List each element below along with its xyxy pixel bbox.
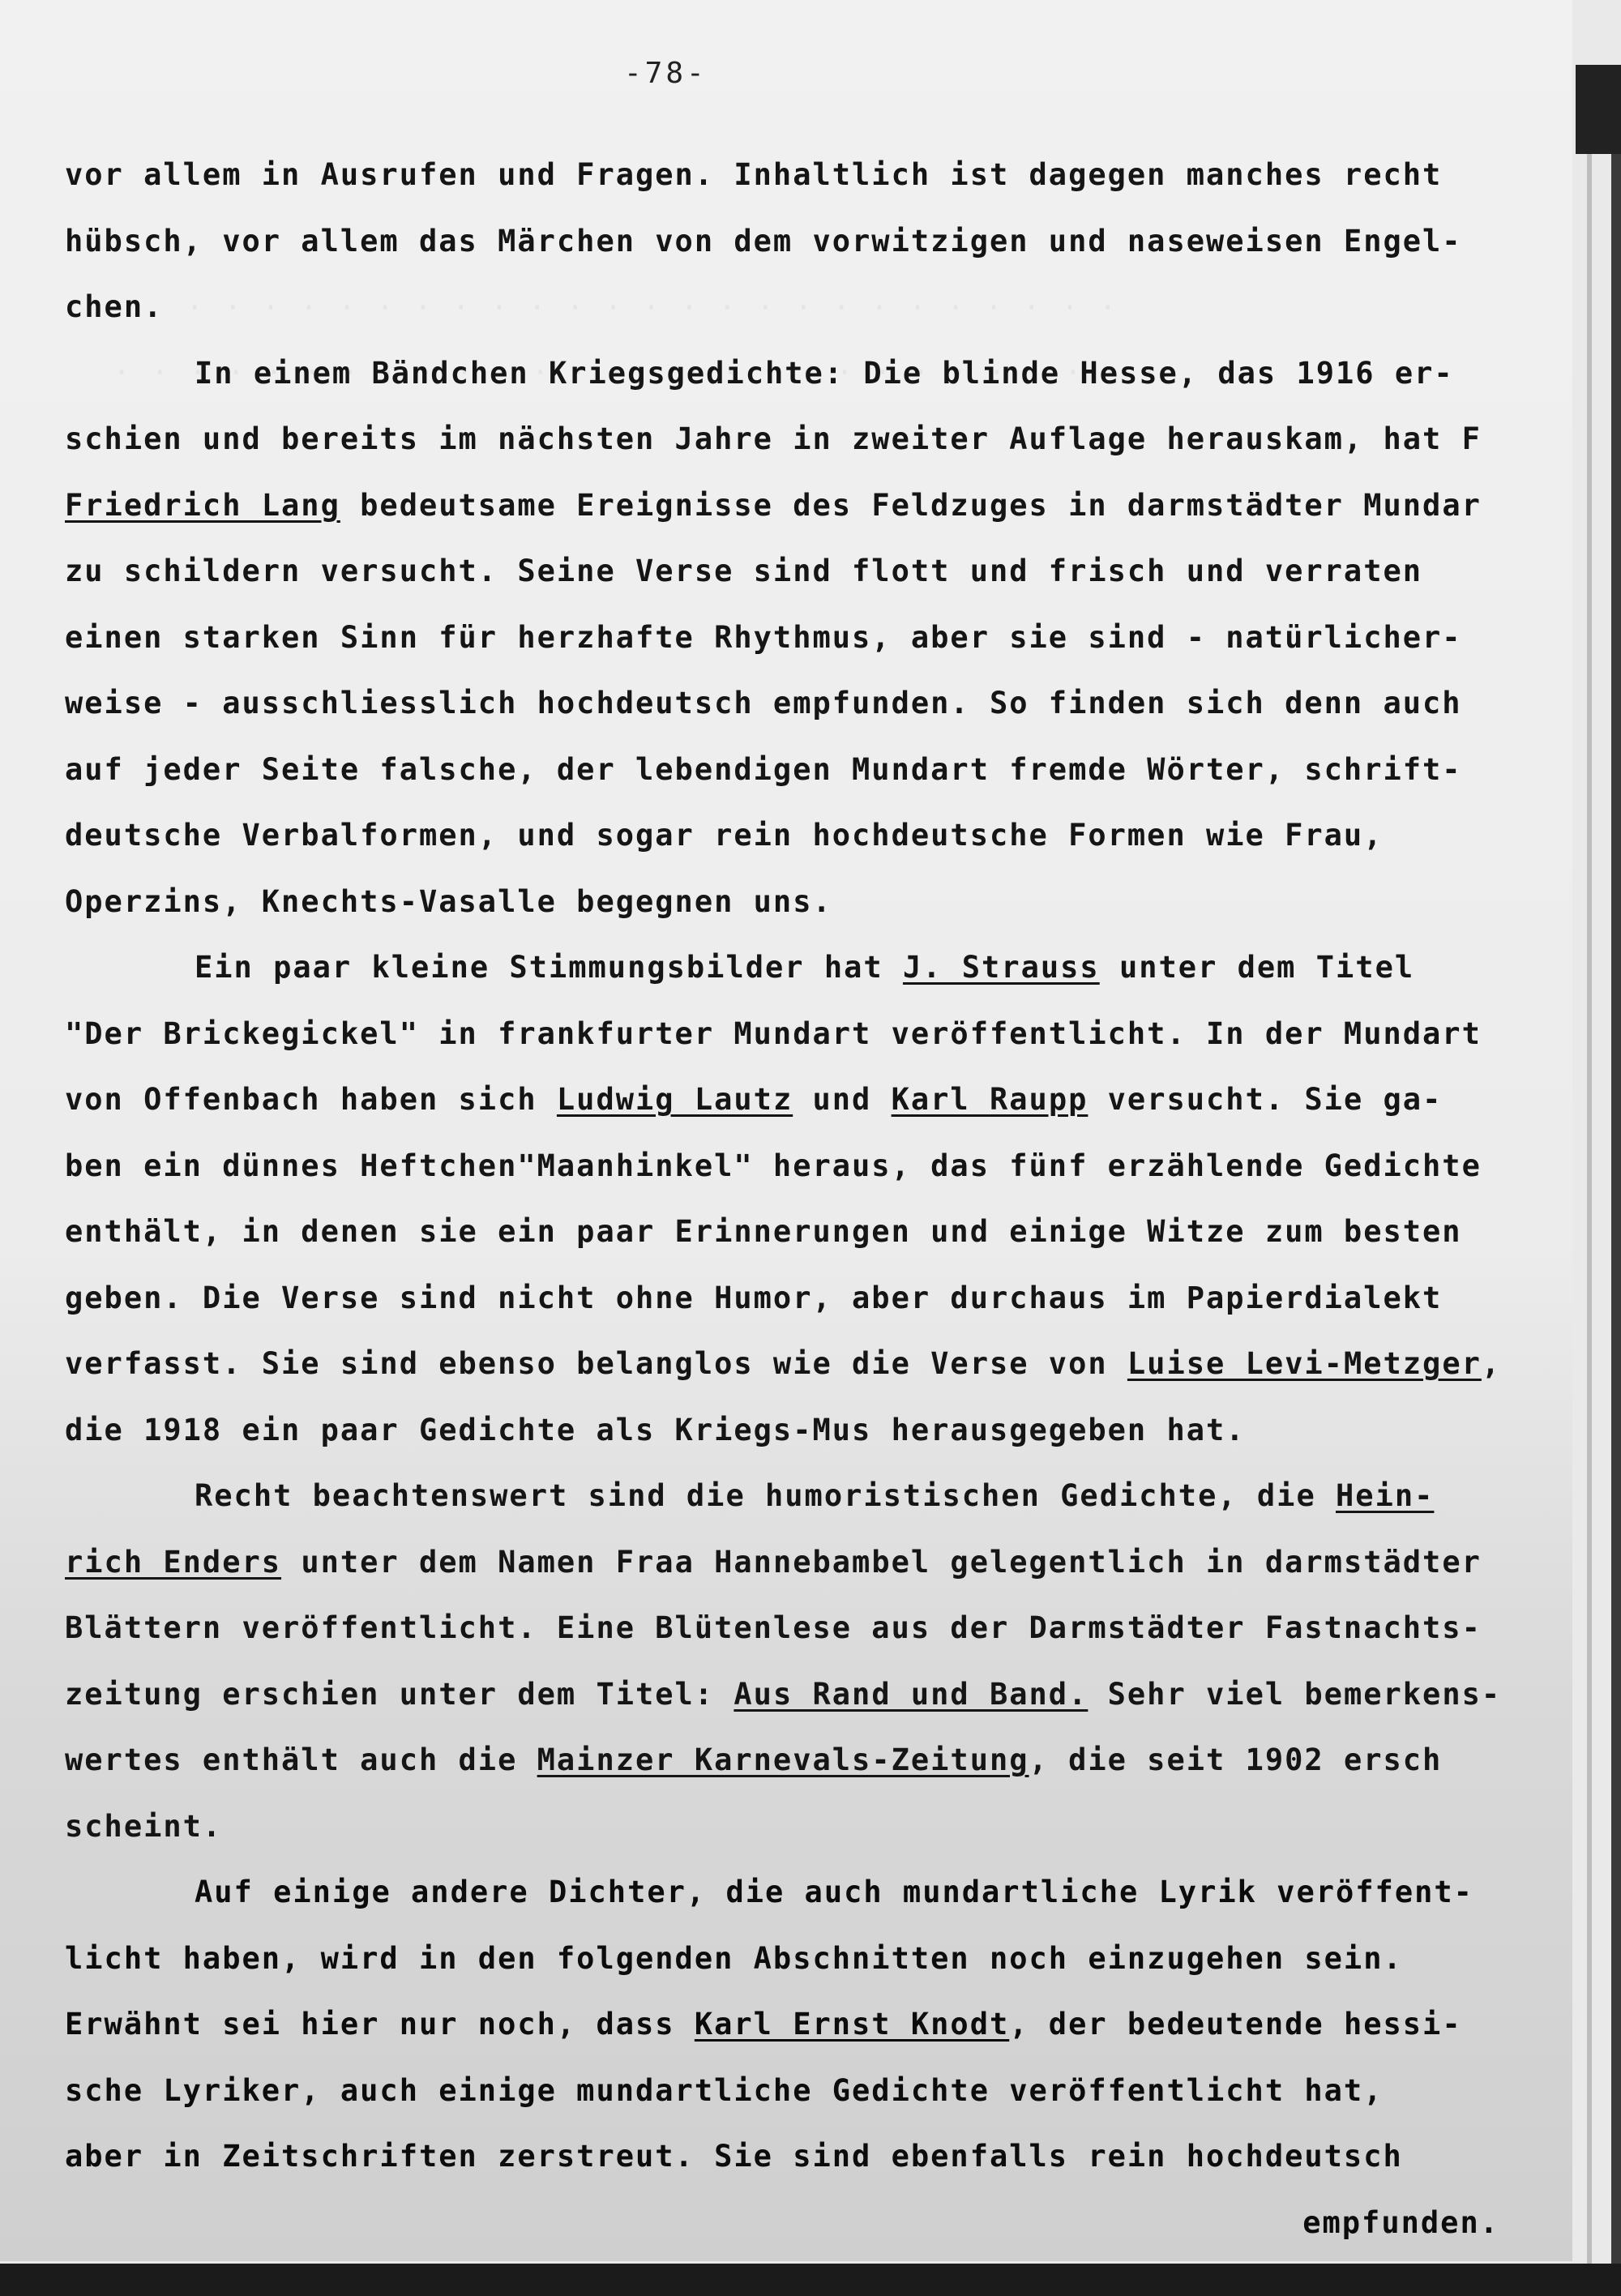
- text-segment: verfasst. Sie sind ebenso belanglos wie die Verse von: [65, 1346, 1127, 1381]
- text-segment: sche Lyriker, auch einige mundartliche Gedichte veröffentlicht hat,: [65, 2072, 1384, 2108]
- underlined-name: rich Enders: [65, 1544, 282, 1580]
- text-line: [65, 1133, 1556, 1199]
- text-line: [65, 538, 1556, 605]
- underlined-name: Luise Levi-Metzger: [1127, 1346, 1482, 1381]
- underlined-name: J. Strauss: [902, 950, 1100, 985]
- text-line: [65, 142, 1556, 208]
- underlined-name: Hein-: [1336, 1478, 1435, 1513]
- text-segment: zu schildern versucht. Seine Verse sind flott und frisch und verraten: [65, 554, 1423, 588]
- underlined-name: Ludwig Lautz: [556, 1082, 793, 1117]
- text-line: [65, 1794, 1556, 1860]
- text-line: [65, 274, 1556, 340]
- text-line: [65, 1529, 1556, 1596]
- body-text: [65, 142, 1556, 2255]
- underlined-name: Mainzer Karnevals-Zeitung: [537, 1742, 1029, 1777]
- text-line: [65, 670, 1556, 737]
- text-segment: chen.: [65, 289, 164, 324]
- text-line: [65, 605, 1556, 671]
- text-line: [65, 1331, 1556, 1397]
- scan-edge-dark: [1576, 65, 1621, 154]
- text-segment: Blättern veröffentlicht. Eine Blütenlese aus der Darmstädter Fastnachts-: [65, 1610, 1482, 1645]
- text-segment: vor allem in Ausrufen und Fragen. Inhaltlich ist dagegen manches recht: [65, 157, 1443, 192]
- text-segment: Operzins, Knechts-Vasalle begegnen uns.: [65, 883, 832, 919]
- text-line: [65, 1397, 1556, 1464]
- text-segment: unter dem Namen Fraa Hannebambel gelegentlich in darmstädter: [281, 1544, 1482, 1580]
- text-line: [65, 406, 1556, 472]
- text-line: [65, 2123, 1556, 2190]
- text-line: [65, 208, 1556, 275]
- text-segment: "Der Brickegickel" in frankfurter Mundart veröffentlicht. In der Mundart: [65, 1015, 1482, 1051]
- text-segment: hübsch, vor allem das Märchen von dem vorwitzigen und naseweisen Engel-: [65, 223, 1462, 259]
- text-segment: schien und bereits im nächsten Jahre in zweiter Auflage herauskam, hat F: [65, 421, 1482, 456]
- text-segment: deutsche Verbalformen, und sogar rein hochdeutsche Formen wie Frau,: [65, 818, 1384, 853]
- text-segment: einen starken Sinn für herzhafte Rhythmus, aber sie sind - natürlicher-: [65, 619, 1462, 655]
- scan-bottom-edge: [0, 2264, 1621, 2296]
- text-segment: weise - ausschliesslich hochdeutsch empfunden. So finden sich denn auch: [65, 686, 1462, 720]
- text-line: [65, 869, 1556, 935]
- text-segment: Auf einige andere Dichter, die auch mundartliche Lyrik veröffent-: [195, 1875, 1473, 1909]
- text-line: [65, 1661, 1556, 1728]
- text-segment: bedeutsame Ereignisse des Feldzuges in darmstädter Mundar: [340, 487, 1482, 523]
- text-segment: ben ein dünnes Heftchen"Maanhinkel" heraus, das fünf erzählende Gedichte: [65, 1148, 1482, 1183]
- text-line: [65, 1595, 1556, 1661]
- text-line: [65, 1199, 1556, 1265]
- text-segment: von Offenbach haben sich: [65, 1082, 557, 1117]
- text-line: [65, 340, 1556, 407]
- text-segment: Ein paar kleine Stimmungsbilder hat: [195, 950, 903, 985]
- text-line: [65, 934, 1556, 1001]
- text-segment: enthält, in denen sie ein paar Erinnerungen und einige Witze zum besten: [65, 1214, 1462, 1249]
- text-line: [65, 1265, 1556, 1332]
- text-segment: zeitung erschien unter dem Titel:: [65, 1676, 734, 1712]
- text-segment: versucht. Sie ga-: [1088, 1082, 1443, 1117]
- text-segment: und: [793, 1082, 892, 1117]
- text-segment: ,: [1481, 1346, 1502, 1381]
- page-number: -78-: [624, 57, 708, 90]
- text-segment: In einem Bändchen Kriegsgedichte: Die blinde Hesse, das 1916 er-: [195, 355, 1454, 391]
- text-segment: scheint.: [65, 1808, 223, 1844]
- text-segment: auf jeder Seite falsche, der lebendigen Mundart fremde Wörter, schrift-: [65, 751, 1462, 787]
- scan-edge-shadow: [1587, 154, 1592, 2296]
- text-segment: aber in Zeitschriften zerstreut. Sie sind ebenfalls rein hochdeutsch: [65, 2139, 1403, 2174]
- text-line: [65, 1463, 1556, 1529]
- text-line: [65, 472, 1556, 539]
- text-line: [65, 1727, 1556, 1794]
- text-segment: licht haben, wird in den folgenden Abschnitten noch einzugehen sein.: [65, 1940, 1403, 1976]
- text-line: [65, 802, 1556, 869]
- underlined-name: Karl Raupp: [891, 1082, 1089, 1117]
- text-line: [65, 1859, 1556, 1926]
- text-line: [65, 2190, 1556, 2256]
- text-segment: Sehr viel bemerkens-: [1088, 1676, 1502, 1712]
- text-line: [65, 737, 1556, 803]
- text-segment: Recht beachtenswert sind die humoristischen Gedichte, die: [195, 1478, 1337, 1513]
- text-segment: unter dem Titel: [1099, 950, 1415, 985]
- text-line: [65, 1067, 1556, 1133]
- text-segment: , der bedeutende hessi-: [1009, 2007, 1462, 2042]
- text-line: [65, 1991, 1556, 2058]
- text-segment: empfunden.: [1302, 2204, 1499, 2240]
- text-line: [65, 1001, 1556, 1067]
- text-segment: die 1918 ein paar Gedichte als Kriegs-Mus herausgegeben hat.: [65, 1412, 1246, 1447]
- text-segment: geben. Die Verse sind nicht ohne Humor, aber durchaus im Papierdialekt: [65, 1280, 1443, 1315]
- scan-edge: [1611, 154, 1621, 2296]
- text-segment: , die seit 1902 ersch: [1029, 1742, 1443, 1777]
- underlined-name: Aus Rand und Band.: [734, 1676, 1089, 1712]
- text-line: [65, 1926, 1556, 1992]
- text-line: [65, 2058, 1556, 2124]
- underlined-name: Friedrich Lang: [65, 487, 340, 523]
- text-segment: wertes enthält auch die: [65, 1742, 537, 1777]
- underlined-name: Karl Ernst Knodt: [694, 2007, 1010, 2042]
- text-segment: Erwähnt sei hier nur noch, dass: [65, 2007, 695, 2042]
